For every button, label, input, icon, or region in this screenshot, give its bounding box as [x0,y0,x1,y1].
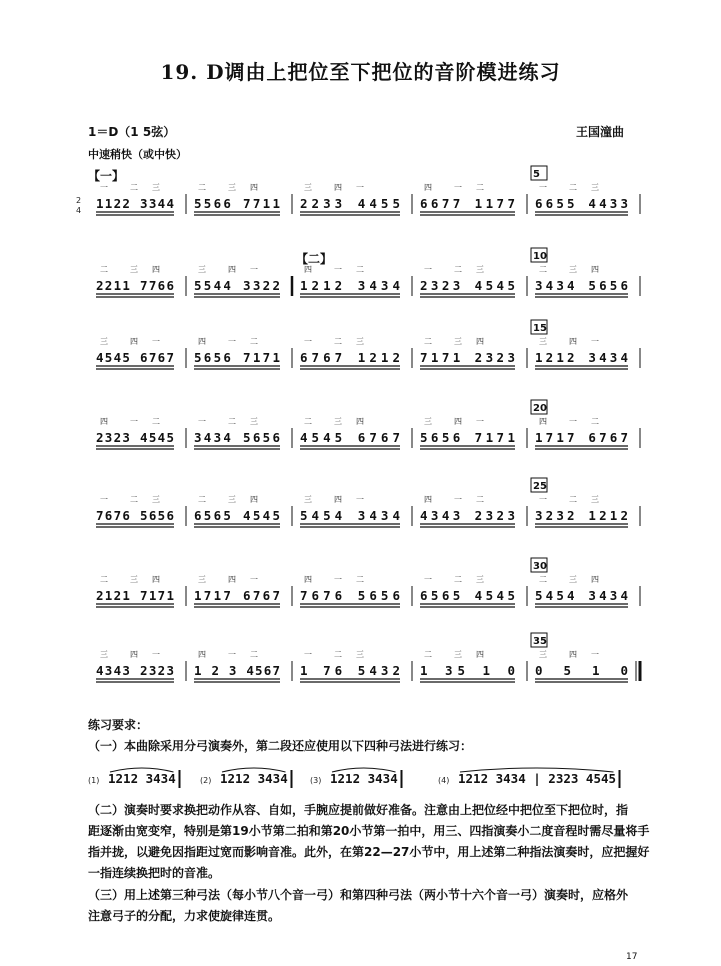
fingering-mark: 一 [198,417,206,426]
fingering-mark: 二 [356,265,364,274]
fingering-mark: 三 [228,183,236,192]
fingering-mark: 三 [539,337,547,346]
fingering-mark: 一 [356,183,364,192]
fingering-mark: 一 [228,650,236,659]
fingering-mark: 四 [591,575,599,584]
fingering-mark: 二 [476,183,484,192]
fingering-mark: 四 [334,495,342,504]
measure-notes: 3434 5656 [535,278,628,293]
bowing-label: (1) [88,776,100,785]
requirement-3-line: 注意弓子的分配，力求使旋律连贯。 [88,909,281,923]
fingering-mark: 三 [228,495,236,504]
page-title: 19. D调由上把位至下把位的音阶模进练习 [160,60,561,84]
measure-notes: 5544 3322 [194,278,280,293]
measure-notes: 4343 2323 [420,508,515,523]
fingering-mark: 四 [476,337,484,346]
bowing-notes: 1212 3434 [108,771,176,786]
fingering-mark: 三 [591,183,599,192]
fingering-mark: 四 [334,183,342,192]
composer: 王国潼曲 [576,125,625,139]
fingering-mark: 二 [476,495,484,504]
fingering-mark: 四 [130,337,138,346]
measure-number: 25 [533,481,547,492]
fingering-mark: 二 [424,650,432,659]
fingering-mark: 三 [569,575,577,584]
fingering-mark: 一 [130,417,138,426]
fingering-mark: 三 [152,495,160,504]
measure-notes: 7676 5656 [300,588,400,603]
fingering-mark: 三 [569,265,577,274]
fingering-mark: 二 [198,183,206,192]
measure-notes: 6677 1177 [420,196,515,211]
measure-number: 5 [533,169,540,180]
fingering-mark: 一 [539,183,547,192]
fingering-mark: 三 [334,417,342,426]
fingering-mark: 一 [569,417,577,426]
fingering-mark: 一 [591,337,599,346]
fingering-mark: 二 [539,265,547,274]
measure-notes: 5454 3434 [535,588,628,603]
fingering-mark: 一 [454,495,462,504]
fingering-mark: 四 [569,337,577,346]
fingering-mark: 一 [100,495,108,504]
fingering-mark: 四 [198,650,206,659]
key-signature: 1＝D（1 5弦） [88,125,176,139]
fingering-mark: 三 [476,265,484,274]
requirement-3-line: （三）用上述第三种弓法（每小节八个音一弓）和第四种弓法（两小节十六个音一弓）演奏时，应格外 [88,888,629,902]
measure-notes: 2233 4455 [300,196,400,211]
fingering-mark: 一 [250,265,258,274]
measure-notes: 6655 4433 [535,196,628,211]
measure-notes: 5656 7171 [194,350,280,365]
measure-notes: 5566 7711 [194,196,280,211]
fingering-mark: 三 [130,265,138,274]
fingering-mark: 一 [424,265,432,274]
fingering-mark: 四 [591,265,599,274]
measure-notes: 3434 5656 [194,430,280,445]
fingering-mark: 一 [424,575,432,584]
fingering-mark: 三 [424,417,432,426]
fingering-mark: 一 [250,575,258,584]
fingering-mark: 一 [152,337,160,346]
measure-notes: 1122 3344 [96,196,174,211]
fingering-mark: 二 [228,417,236,426]
measure-notes: 1 35 1 0 [420,663,515,678]
fingering-mark: 四 [476,650,484,659]
fingering-mark: 三 [152,183,160,192]
requirement-2-line: 指并拢，以避免因指距过宽而影响音准。此外，在第22—27小节中，用上述第二种指法演奏时，应把握好 [88,845,650,859]
fingering-mark: 二 [130,495,138,504]
fingering-mark: 三 [198,265,206,274]
fingering-mark: 四 [152,265,160,274]
fingering-mark: 二 [334,650,342,659]
fingering-mark: 一 [334,575,342,584]
requirement-3 [88,885,653,927]
requirement-2-line: 一指连续换把时的音准。 [88,866,221,880]
measure-notes: 1212 3434 [300,278,400,293]
fingering-mark: 三 [356,650,364,659]
measure-notes: 4545 6767 [300,430,400,445]
bowing-label: (2) [200,776,212,785]
fingering-mark: 四 [424,183,432,192]
requirement-2-line: 距逐渐由宽变窄，特别是第19小节第二拍和第20小节第一拍中，用三、四指演奏小二度音程时需尽量将手 [88,824,650,838]
fingering-mark: 四 [539,417,547,426]
measure-number: 30 [533,561,547,572]
fingering-mark: 三 [100,650,108,659]
fingering-mark: 一 [334,265,342,274]
requirements-heading: 练习要求： [88,718,149,732]
fingering-mark: 四 [228,575,236,584]
fingering-mark: 二 [100,575,108,584]
fingering-mark: 二 [539,575,547,584]
fingering-mark: 三 [198,575,206,584]
fingering-mark: 四 [304,575,312,584]
fingering-mark: 四 [250,495,258,504]
fingering-mark: 三 [539,650,547,659]
fingering-mark: 一 [476,417,484,426]
fingering-mark: 一 [591,650,599,659]
fingering-mark: 四 [424,495,432,504]
fingering-mark: 一 [539,495,547,504]
measure-notes: 6565 4545 [420,588,515,603]
fingering-mark: 三 [591,495,599,504]
bowing-notes: 1212 3434 | 2323 4545 [458,771,617,786]
fingering-mark: 四 [152,575,160,584]
time-signature-bottom: 4 [76,206,82,215]
measure-number: 35 [533,636,547,647]
fingering-mark: 四 [356,417,364,426]
fingering-mark: 三 [454,650,462,659]
fingering-mark: 四 [198,337,206,346]
fingering-mark: 四 [100,417,108,426]
measure-notes: 2323 4545 [96,430,174,445]
fingering-mark: 二 [424,337,432,346]
fingering-mark: 一 [356,495,364,504]
bowing-examples [88,764,658,794]
fingering-mark: 一 [304,650,312,659]
fingering-mark: 二 [454,265,462,274]
measure-notes: 7676 5656 [96,508,174,523]
fingering-mark: 二 [100,265,108,274]
tempo-marking: 中速稍快（或中快） [88,148,187,161]
fingering-mark: 二 [569,495,577,504]
bowing-notes: 1212 3434 [220,771,288,786]
fingering-mark: 四 [228,265,236,274]
measure-notes: 2121 7171 [96,588,174,603]
measure-notes: 1717 6767 [194,588,280,603]
fingering-mark: 三 [250,417,258,426]
fingering-mark: 三 [454,337,462,346]
page-number: 17 [626,952,638,962]
measure-notes: 4343 2323 [96,663,174,678]
bowing-label: (4) [438,776,450,785]
measure-notes: 1 2 3 4567 [194,663,280,678]
fingering-mark: 四 [130,650,138,659]
fingering-mark: 四 [250,183,258,192]
measure-number: 10 [533,251,547,262]
fingering-mark: 一 [454,183,462,192]
section-label-1: 【一】 [88,169,125,183]
fingering-mark: 二 [304,417,312,426]
measure-notes: 6565 4545 [194,508,280,523]
fingering-mark: 一 [228,337,236,346]
measure-notes: 2323 4545 [420,278,515,293]
measure-notes: 1717 6767 [535,430,628,445]
fingering-mark: 四 [454,417,462,426]
fingering-mark: 三 [304,495,312,504]
fingering-mark: 三 [130,575,138,584]
bowing-notes: 1212 3434 [330,771,398,786]
fingering-mark: 三 [356,337,364,346]
measure-notes: 5454 3434 [300,508,400,523]
fingering-mark: 二 [334,337,342,346]
fingering-mark: 二 [591,417,599,426]
time-signature-top: 2 [76,196,82,205]
fingering-mark: 四 [304,265,312,274]
fingering-mark: 一 [152,650,160,659]
fingering-mark: 二 [198,495,206,504]
requirement-2 [88,800,653,884]
measure-number: 15 [533,323,547,334]
measure-notes: 1 76 5432 [300,663,400,678]
requirement-2-line: （二）演奏时要求换把动作从容、自如，手腕应提前做好准备。注意由上把位经中把位至下把位时，指 [88,803,629,817]
measure-notes: 4545 6767 [96,350,174,365]
fingering-mark: 二 [130,183,138,192]
section-label-2: 【二】 [296,252,333,266]
measure-notes: 5656 7171 [420,430,515,445]
measure-notes: 6767 1212 [300,350,400,365]
requirement-1: （一）本曲除采用分弓演奏外，第二段还应使用以下四种弓法进行练习： [88,739,473,753]
measure-notes: 0 5 1 0 [535,663,628,678]
fingering-mark: 三 [100,337,108,346]
fingering-mark: 一 [304,337,312,346]
fingering-mark: 二 [569,183,577,192]
measure-number: 20 [533,403,547,414]
fingering-mark: 二 [152,417,160,426]
measure-notes: 1212 3434 [535,350,628,365]
fingering-mark: 三 [304,183,312,192]
fingering-mark: 四 [569,650,577,659]
measure-notes: 2211 7766 [96,278,174,293]
measure-notes: 7171 2323 [420,350,515,365]
fingering-mark: 二 [454,575,462,584]
measure-notes: 3232 1212 [535,508,628,523]
fingering-mark: 三 [476,575,484,584]
bowing-label: (3) [310,776,322,785]
fingering-mark: 二 [250,650,258,659]
fingering-mark: 二 [250,337,258,346]
fingering-mark: 一 [100,183,108,192]
fingering-mark: 二 [356,575,364,584]
